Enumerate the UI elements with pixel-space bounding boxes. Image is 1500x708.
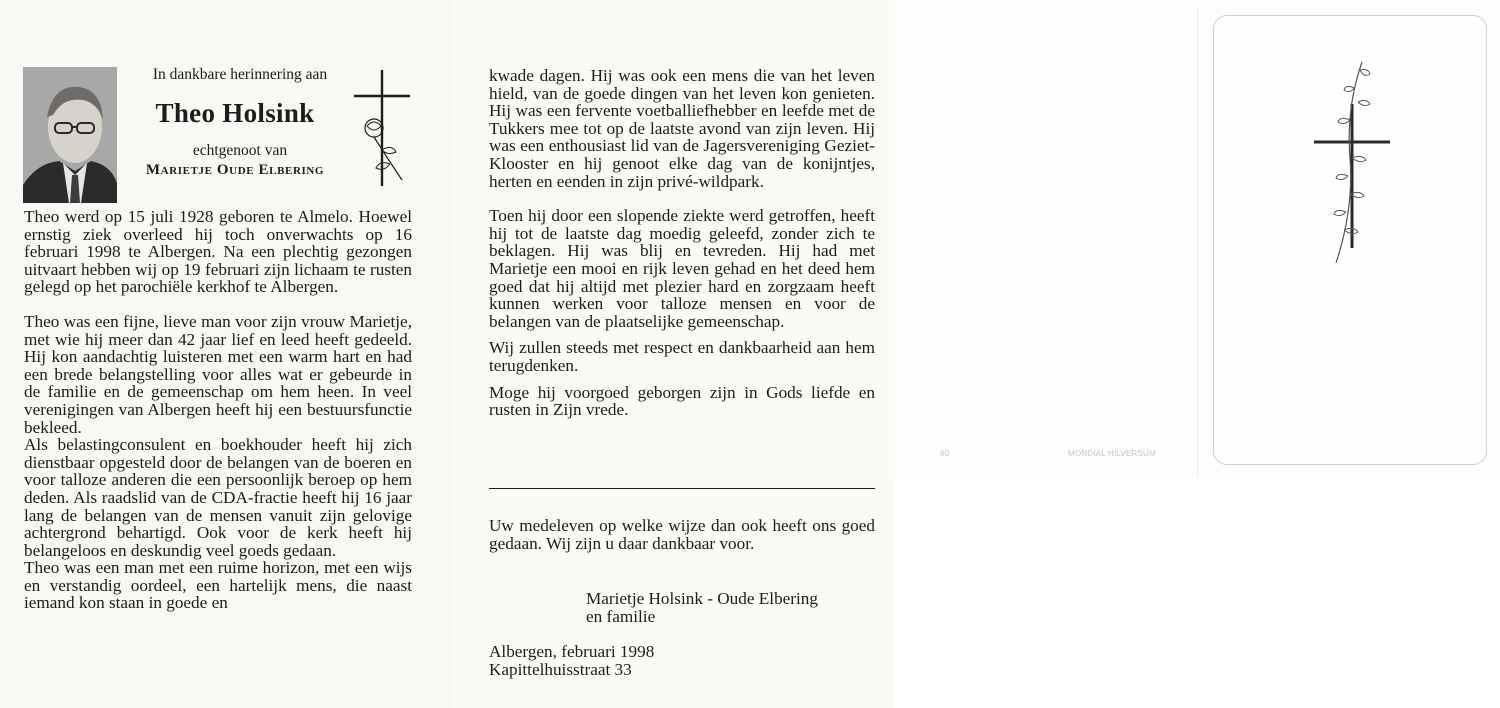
fold-line [1197,6,1198,476]
place-date: Albergen, februari 1998 [489,642,655,661]
spouse-name: Marietje Oude Elbering [145,162,325,178]
biography-paragraph: Als belastingconsulent en boekhouder heeft hij zich dienstbaar opgesteld door de belangen van de boeren en voor talloze anderen die een persoonlijk beroep op hem deden. Als raadslid van de CDA-fractie heeft hij 16 jaar lang de belangen van de mensen vanuit zijn gelovige achtergrond behartigd. Ook voor de kerk heeft hij belangeloos en deskundig veel goeds gedaan. [24,435,412,560]
thanks-paragraph: Uw medeleven op welke wijze dan ook heeft ons goed gedaan. Wij zijn u daar dankbaar voor. [489,516,875,553]
biography-right-column [489,67,875,419]
portrait-photo [23,67,117,203]
biography-paragraph: Wij zullen steeds met respect en dankbaarheid aan hem terugdenken. [489,338,875,375]
intro-line: In dankbare herinnering aan [152,66,328,83]
divider-line [489,488,875,489]
biography-left-column [24,208,412,612]
biography-paragraph: Theo werd op 15 juli 1928 geboren te Almelo. Hoewel ernstig ziek overleed hij toch onverwachts op 16 februari 1998 te Albergen. Na een plechtig gezongen uitvaart hebben wij op 19 februari zijn lichaam te rusten gelegd op het parochiële kerkhof te Albergen. [24,207,412,297]
portrait-illustration [23,67,117,203]
signature-line: en familie [586,606,656,626]
blank-area [895,480,1500,708]
cross-with-rose-icon [352,68,414,188]
biography-paragraph: Moge hij voorgoed geborgen zijn in Gods liefde en rusten in Zijn vrede. [489,382,875,420]
spouse-label: echtgenoot van [192,142,288,159]
cross-with-olive-branch-icon [1310,58,1392,268]
street-address: Kapittelhuisstraat 33 [489,659,632,679]
card-inner-right-panel [452,0,895,708]
biography-paragraph: Theo was een fijne, lieve man voor zijn vrouw Marietje, met wie hij meer dan 42 jaar lief en leed heeft gedeeld. Hij kon aandachtig luisteren met een warm hart en had een brede belangstelling voor alles wat er gebeurde in de familie en de gemeenschap om hem heen. In veel verenigingen van Albergen heeft hij een bestuursfunctie bekleed. [24,311,412,437]
biography-paragraph: Theo was een man met een ruime horizon, met een wijs en verstandig oordeel, een hartelijk mens, die naast iemand kon staan in goede en [24,558,412,613]
deceased-name: Theo Holsink [155,98,315,128]
printer-name: MONDIAL HILVERSUM [1068,449,1156,458]
biography-paragraph: kwade dagen. Hij was ook een mens die van het leven hield, van de goede dingen van het leven kon genieten. Hij was een fervente voetballiefhebber en leefde met de Tukkers mee tot op de laatste avond van zijn leven. Hij was een enthousiast lid van de Jagersvereniging Geziet-Klooster en hij genoot elke dag van de konijntjes, herten en eenden in zijn privé-wildpark. [489,66,875,191]
address-block [489,643,654,678]
signature-line: Marietje Holsink - Oude Elbering [586,589,818,608]
card-inner-left-panel [0,0,452,708]
signature [586,590,818,625]
biography-paragraph: Toen hij door een slopende ziekte werd getroffen, heeft hij tot de laatste dag moedig geleefd, zonder zich te beklagen. Hij was blij en tevreden. Hij had met Marietje een mooi en rijk leven gehad en het deed hem goed dat hij altijd met plezier hard en zorgzaam heeft kunnen werken voor talloze mensen en voor de belangen van de plaatselijke gemeenschap. [489,206,875,331]
card-number: 60 [940,449,950,458]
